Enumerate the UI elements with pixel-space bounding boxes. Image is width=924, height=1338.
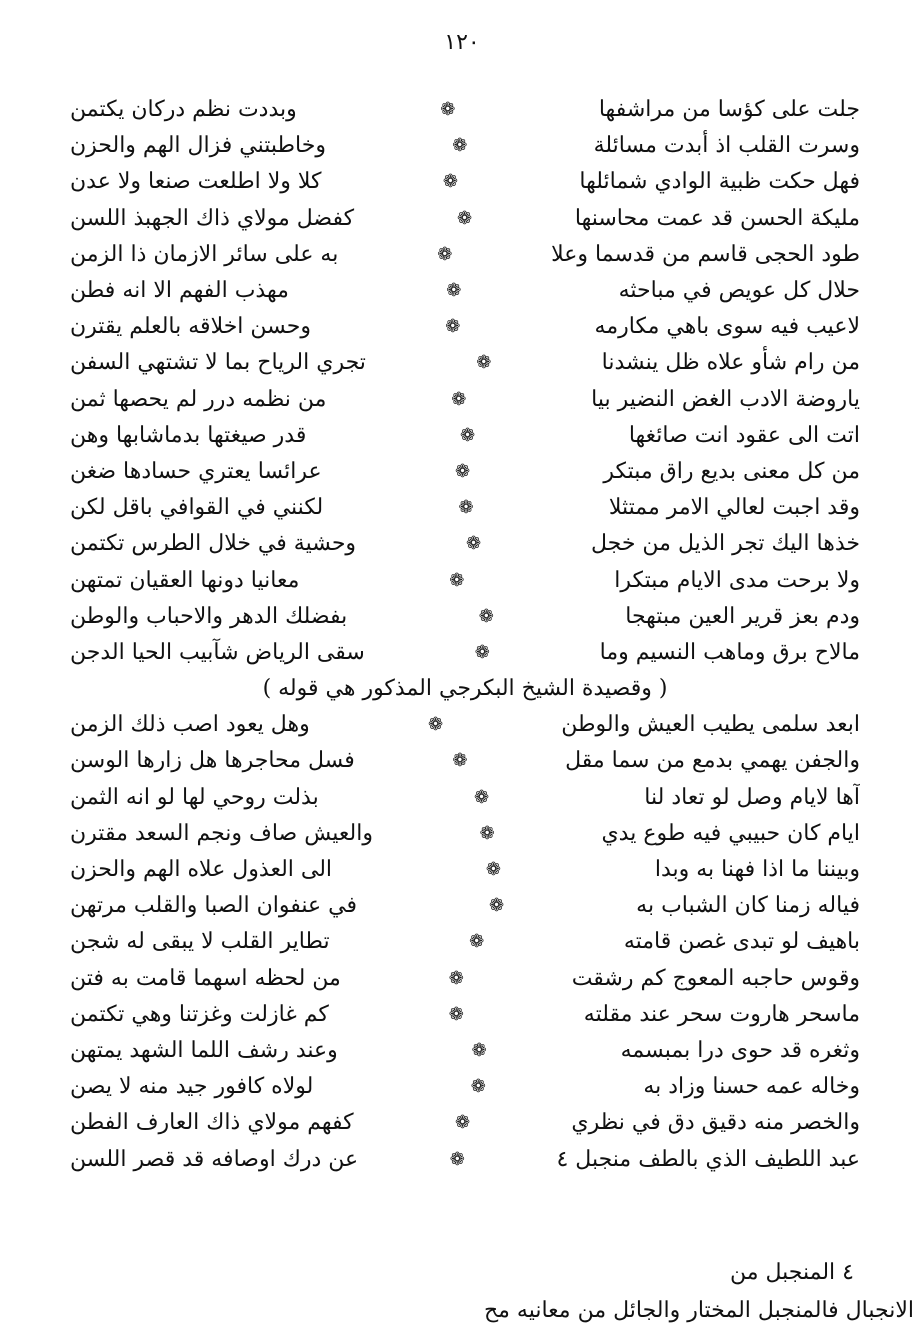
verse-first-hemistich: فهل حكت ظبية الوادي شمائلها xyxy=(579,169,860,195)
verse-separator-ornament: ❁ xyxy=(473,786,490,808)
verse-line xyxy=(70,382,860,418)
verse-first-hemistich: من كل معنى بديع راق مبتكر xyxy=(603,458,860,484)
poem-body xyxy=(70,92,860,1178)
verse-separator-ornament: ❁ xyxy=(454,1112,471,1134)
verse-first-hemistich: مليكة الحسن قد عمت محاسنها xyxy=(574,205,860,231)
verse-second-hemistich: وهل يعود اصب ذلك الزمن xyxy=(70,712,310,738)
verse-second-hemistich: تجري الرياح بما لا تشتهي السفن xyxy=(70,350,366,376)
verse-line xyxy=(70,997,860,1033)
verse-separator-ornament: ❁ xyxy=(454,460,471,482)
verse-line xyxy=(70,490,860,526)
verse-line xyxy=(70,128,860,164)
verse-first-hemistich: ياروضة الادب الغض النضير بيا xyxy=(591,386,860,412)
footnote-text: الانجبال فالمنجبل المختار والجائل من معانيه مح xyxy=(483,1298,914,1323)
verse-line xyxy=(70,273,860,309)
verse-separator-ornament: ❁ xyxy=(478,605,494,627)
verse-separator-ornament: ❁ xyxy=(437,243,453,265)
verse-first-hemistich: آها لايام وصل لو تعاد لنا xyxy=(644,784,860,810)
verse-first-hemistich: وبيننا ما اذا فهنا به وبدا xyxy=(654,857,860,883)
verse-line xyxy=(70,961,860,997)
verse-first-hemistich: طود الحجى قاسم من قدسما وعلا xyxy=(551,241,860,267)
verse-separator-ornament: ❁ xyxy=(451,388,467,410)
verse-first-hemistich: وسرت القلب اذ أبدت مسائلة xyxy=(593,133,860,159)
verse-second-hemistich: من لحظه اسهما قامت به فتن xyxy=(70,965,341,991)
verse-line xyxy=(70,1141,860,1177)
verse-first-hemistich: مالاح برق وماهب النسيم وما xyxy=(599,639,860,665)
verse-line xyxy=(70,780,860,816)
verse-line xyxy=(70,707,860,743)
verse-line xyxy=(70,599,860,635)
verse-line xyxy=(70,454,860,490)
verse-second-hemistich: لولاه كافور جيد منه لا يصن xyxy=(70,1074,314,1100)
verse-first-hemistich: حلال كل عويص في مباحثه xyxy=(618,278,860,304)
verse-second-hemistich: سقى الرياض شآبيب الحيا الدجن xyxy=(70,639,365,665)
verse-line xyxy=(70,201,860,237)
verse-line xyxy=(70,562,860,598)
verse-second-hemistich: معانيا دونها العقيان تمتهن xyxy=(70,567,300,593)
verse-separator-ornament: ❁ xyxy=(470,1076,486,1098)
verse-line xyxy=(70,309,860,345)
verse-second-hemistich: فسل محاجرها هل زارها الوسن xyxy=(70,748,355,774)
verse-first-hemistich: والخصر منه دقيق دق في نظري xyxy=(571,1110,860,1136)
verse-first-hemistich: ودم بعز قرير العين مبتهجا xyxy=(625,603,860,629)
verse-line xyxy=(70,1069,860,1105)
verse-separator-ornament: ❁ xyxy=(479,822,495,844)
verse-line xyxy=(70,852,860,888)
verse-separator-ornament: ❁ xyxy=(471,1039,487,1061)
page-number: ١٢٠ xyxy=(444,30,480,55)
verse-line xyxy=(70,526,860,562)
verse-second-hemistich: وبددت نظم دركان يكتمن xyxy=(70,97,297,123)
verse-separator-ornament: ❁ xyxy=(469,931,485,953)
verse-line xyxy=(70,1105,860,1141)
verse-second-hemistich: في عنفوان الصبا والقلب مرتهن xyxy=(70,893,357,919)
verse-line xyxy=(70,1033,860,1069)
verse-separator-ornament: ❁ xyxy=(452,135,468,157)
verse-first-hemistich: جلت على كؤسا من مراشفها xyxy=(598,97,860,123)
verse-line xyxy=(70,345,860,381)
verse-first-hemistich: عبد اللطيف الذي بالطف منجبل ٤ xyxy=(556,1146,860,1172)
verse-separator-ornament: ❁ xyxy=(449,569,465,591)
verse-first-hemistich: وقوس حاجبه المعوج كم رشقت xyxy=(571,965,860,991)
verse-first-hemistich: ابعد سلمى يطيب العيش والوطن xyxy=(561,712,860,738)
verse-first-hemistich: وخاله عمه حسنا وزاد به xyxy=(643,1074,860,1100)
footnote-label: ٤ المنجبل من xyxy=(729,1260,854,1285)
verse-separator-ornament: ❁ xyxy=(449,1148,465,1170)
verse-line xyxy=(70,164,860,200)
verse-first-hemistich: والجفن يهمي بدمع من سما مقل xyxy=(565,748,860,774)
verse-line xyxy=(70,92,860,128)
verse-separator-ornament: ❁ xyxy=(460,424,476,446)
verse-second-hemistich: تطاير القلب لا يبقى له شجن xyxy=(70,929,330,955)
verse-separator-ornament: ❁ xyxy=(456,207,473,229)
verse-separator-ornament: ❁ xyxy=(427,714,444,736)
verse-separator-ornament: ❁ xyxy=(476,352,492,374)
verse-first-hemistich: فياله زمنا كان الشباب به xyxy=(636,893,860,919)
verse-first-hemistich: لاعيب فيه سوى باهي مكارمه xyxy=(594,314,860,340)
verse-separator-ornament: ❁ xyxy=(448,1003,464,1025)
verse-separator-ornament: ❁ xyxy=(452,750,468,772)
verse-second-hemistich: وحشية في خلال الطرس تكتمن xyxy=(70,531,357,557)
verse-second-hemistich: الى العذول علاه الهم والحزن xyxy=(70,857,333,883)
verse-separator-ornament: ❁ xyxy=(485,859,501,881)
verse-first-hemistich: ماسحر هاروت سحر عند مقلته xyxy=(583,1001,860,1027)
verse-second-hemistich: من نظمه درر لم يحصها ثمن xyxy=(70,386,327,412)
verse-second-hemistich: كم غازلت وغزتنا وهي تكتمن xyxy=(70,1001,329,1027)
verse-line xyxy=(70,635,860,671)
verse-separator-ornament: ❁ xyxy=(448,967,464,989)
verse-separator-ornament: ❁ xyxy=(446,280,462,302)
verse-second-hemistich: وحسن اخلاقه بالعلم يقترن xyxy=(70,314,311,340)
verse-first-hemistich: وقد اجبت لعالي الامر ممتثلا xyxy=(608,495,860,521)
verse-separator-ornament: ❁ xyxy=(458,497,474,519)
verse-line xyxy=(70,888,860,924)
verse-separator-ornament: ❁ xyxy=(442,171,458,193)
verse-first-hemistich: خذها اليك تجر الذيل من خجل xyxy=(590,531,860,557)
verse-separator-ornament: ❁ xyxy=(489,895,505,917)
verse-second-hemistich: كلا ولا اطلعت صنعا ولا عدن xyxy=(70,169,322,195)
verse-second-hemistich: كفهم مولاي ذاك العارف الفطن xyxy=(70,1110,354,1136)
verse-second-hemistich: قدر صيغتها بدماشابها وهن xyxy=(70,422,307,448)
verse-second-hemistich: به على سائر الازمان ذا الزمن xyxy=(70,241,339,267)
verse-second-hemistich: وعند رشف اللما الشهد يمتهن xyxy=(70,1037,338,1063)
verse-second-hemistich: والعيش صاف ونجم السعد مقترن xyxy=(70,820,373,846)
verse-second-hemistich: وخاطبتني فزال الهم والحزن xyxy=(70,133,326,159)
verse-separator-ornament: ❁ xyxy=(474,641,490,663)
verse-second-hemistich: بذلت روحي لها لو انه الثمن xyxy=(70,784,319,810)
section-heading: ( وقصيدة الشيخ البكرجي المذكور هي قوله ) xyxy=(262,676,668,701)
verse-line xyxy=(70,924,860,960)
verse-line xyxy=(70,237,860,273)
verse-line xyxy=(70,418,860,454)
verse-second-hemistich: كفضل مولاي ذاك الجهبذ اللسن xyxy=(70,205,355,231)
verse-separator-ornament: ❁ xyxy=(445,316,461,338)
verse-separator-ornament: ❁ xyxy=(465,533,482,555)
verse-first-hemistich: وثغره قد حوى درا بمبسمه xyxy=(620,1037,860,1063)
verse-second-hemistich: لكنني في القوافي باقل لكن xyxy=(70,495,324,521)
verse-second-hemistich: عرائسا يعتري حسادها ضغن xyxy=(70,458,322,484)
verse-first-hemistich: اتت الى عقود انت صائغها xyxy=(628,422,860,448)
verse-line xyxy=(70,816,860,852)
verse-first-hemistich: من رام شأو علاه ظل ينشدنا xyxy=(601,350,860,376)
verse-first-hemistich: ايام كان حبيبي فيه طوع يدي xyxy=(601,820,860,846)
verse-second-hemistich: عن درك اوصافه قد قصر اللسن xyxy=(70,1146,359,1172)
verse-separator-ornament: ❁ xyxy=(440,99,456,121)
verse-second-hemistich: بفضلك الدهر والاحباب والوطن xyxy=(70,603,348,629)
verse-first-hemistich: ولا برحت مدى الايام مبتكرا xyxy=(614,567,860,593)
verse-first-hemistich: باهيف لو تبدى غصن قامته xyxy=(623,929,860,955)
verse-second-hemistich: مهذب الفهم الا انه فطن xyxy=(70,278,289,304)
verse-line xyxy=(70,743,860,779)
